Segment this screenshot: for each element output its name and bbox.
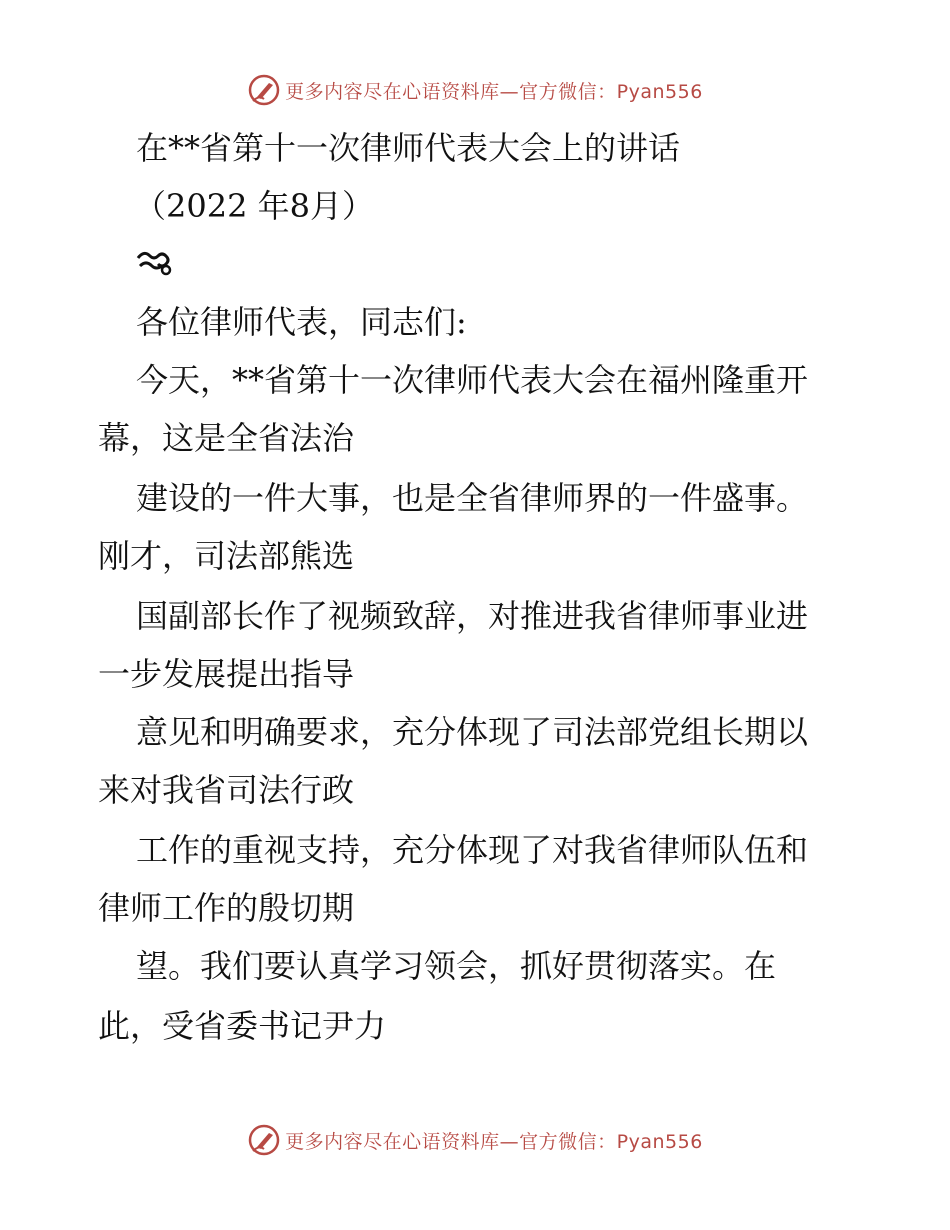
body-line: 意见和明确要求，充分体现了司法部党组长期以 xyxy=(136,713,809,751)
pen-logo-icon xyxy=(247,1123,281,1157)
body-line: 律师工作的殷切期 xyxy=(98,889,355,927)
body-line: 幕，这是全省法治 xyxy=(98,419,355,457)
body-line: 刚才，司法部熊选 xyxy=(98,537,355,575)
document-title: 在**省第十一次律师代表大会上的讲话 xyxy=(136,129,681,167)
body-line: 一步发展提出指导 xyxy=(98,655,355,693)
body-line: 工作的重视支持，充分体现了对我省律师队伍和 xyxy=(136,831,809,869)
body-line: 今天，**省第十一次律师代表大会在福州隆重开 xyxy=(136,361,809,399)
watermark-text: 更多内容尽在心语资料库—官方微信：Pyan556 xyxy=(285,1130,703,1153)
pen-logo-icon xyxy=(247,73,281,107)
body-line: 来对我省司法行政 xyxy=(98,771,355,809)
salutation: 各位律师代表，同志们: xyxy=(136,303,467,341)
body-line: 望。我们要认真学习领会，抓好贯彻落实。在 xyxy=(136,947,777,985)
body-line: 建设的一件大事，也是全省律师界的一件盛事。 xyxy=(136,479,809,517)
body-line: 国副部长作了视频致辞，对推进我省律师事业进 xyxy=(136,597,809,635)
body-line: 此，受省委书记尹力 xyxy=(98,1007,387,1045)
document-date: （2022 年8月） xyxy=(134,187,374,225)
fleuron-ornament-icon xyxy=(136,248,174,278)
watermark-header xyxy=(0,70,950,110)
watermark-footer xyxy=(0,1120,950,1160)
watermark-text: 更多内容尽在心语资料库—官方微信：Pyan556 xyxy=(285,80,703,103)
